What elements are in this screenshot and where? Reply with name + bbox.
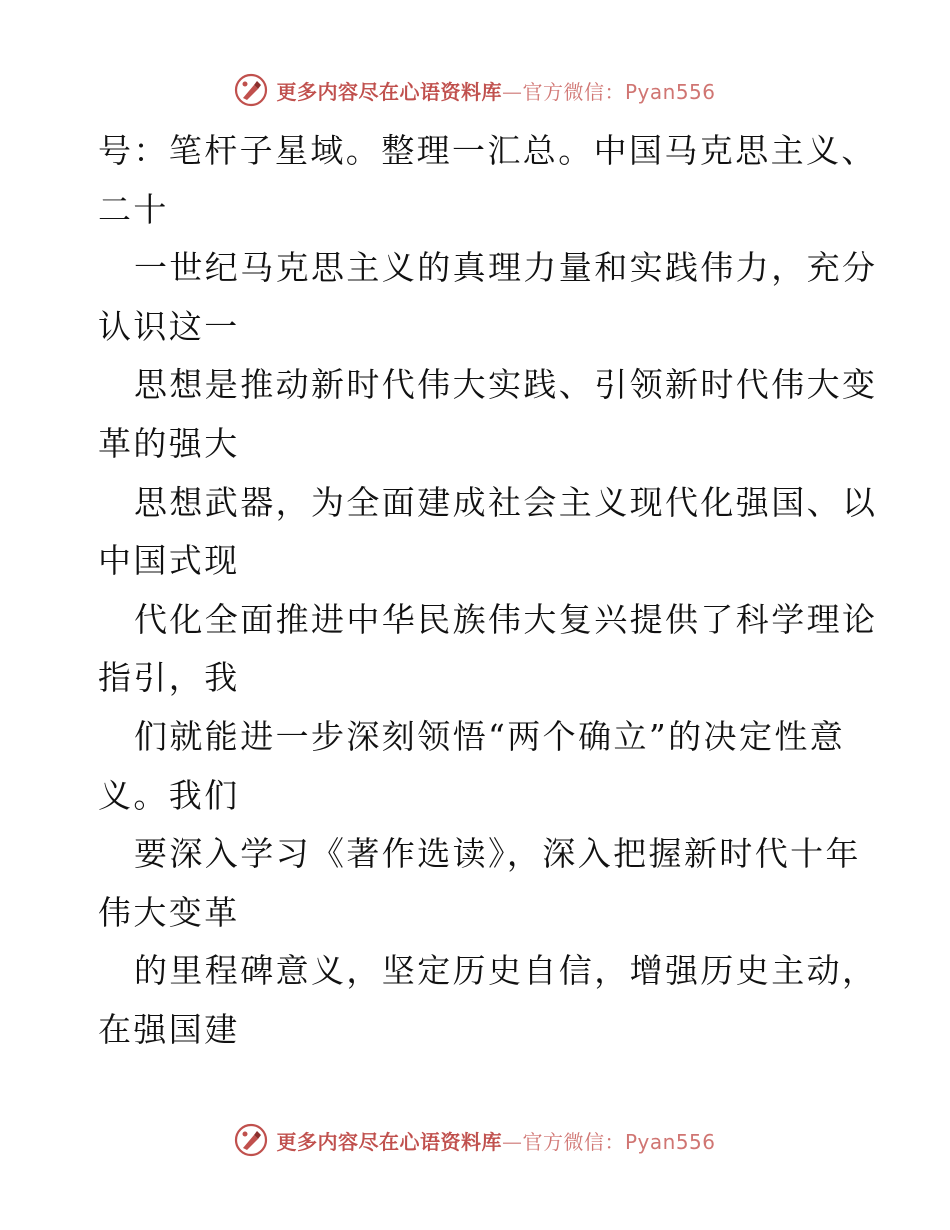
watermark-text: 更多内容尽在心语资料库—官方微信：Pyan556 <box>276 1129 716 1154</box>
text-line: 要深入学习《著作选读》，深入把握新时代十年 <box>134 834 861 874</box>
text-line: 二十 <box>98 189 169 229</box>
text-line: 在强国建 <box>98 1009 240 1049</box>
text-line: 号：笔杆子星域。整理一汇总。中国马克思主义、 <box>98 131 877 170</box>
text-line: 义。我们 <box>98 775 240 815</box>
watermark-text: 更多内容尽在心语资料库—官方微信：Pyan556 <box>276 79 716 104</box>
text-line: 思想武器，为全面建成社会主义现代化强国、以 <box>134 482 878 522</box>
text-line: 一世纪马克思主义的真理力量和实践伟力，充分 <box>134 248 878 288</box>
pen-logo-icon <box>234 1123 268 1157</box>
text-line: 的里程碑意义，坚定历史自信，增强历史主动， <box>134 951 878 991</box>
text-line: 们就能进一步深刻领悟“两个确立”的决定性意 <box>134 716 846 756</box>
text-line: 中国式现 <box>98 541 240 581</box>
footer-watermark <box>0 1120 950 1160</box>
text-line: 代化全面推进中华民族伟大复兴提供了科学理论 <box>134 599 878 639</box>
document-body <box>98 122 878 1060</box>
text-line: 认识这一 <box>98 306 240 346</box>
text-line: 指引，我 <box>98 658 240 698</box>
text-line: 伟大变革 <box>98 892 240 932</box>
text-line: 思想是推动新时代伟大实践、引领新时代伟大变 <box>134 365 878 405</box>
header-watermark <box>0 70 950 110</box>
text-line: 革的强大 <box>98 423 240 463</box>
pen-logo-icon <box>234 73 268 107</box>
